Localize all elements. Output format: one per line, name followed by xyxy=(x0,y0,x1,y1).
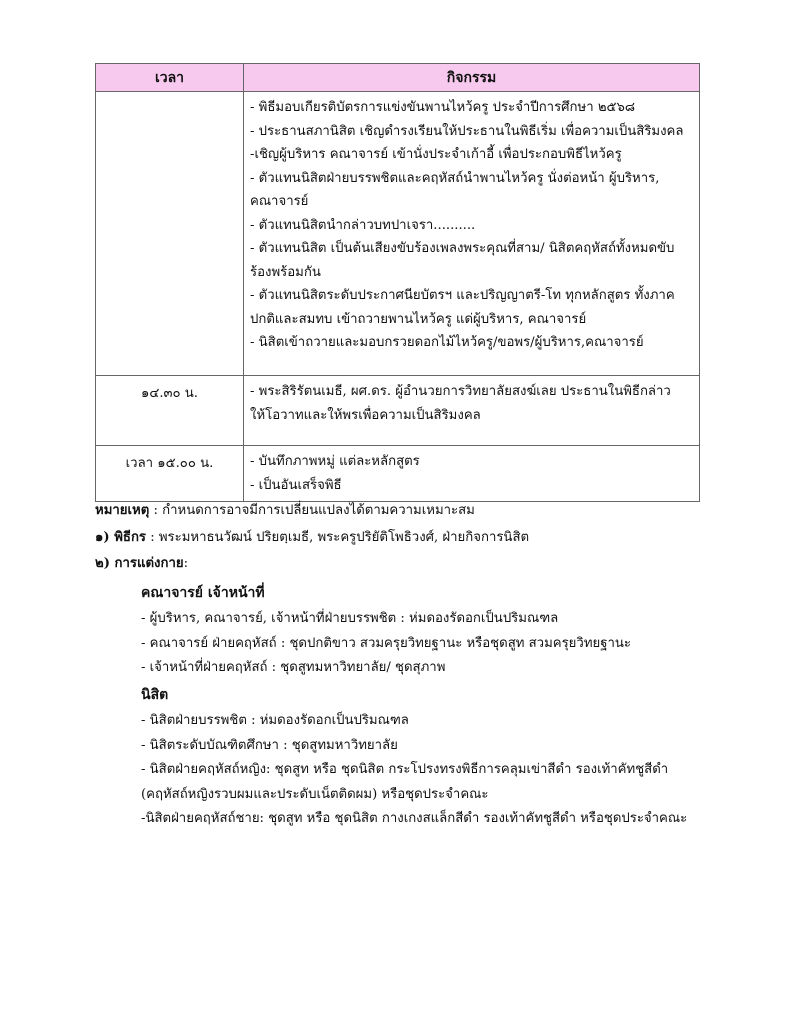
student-item: (คฤหัสถ์หญิงรวบผมและประดับเน็ตติดผม) หรือชุดประจำคณะ xyxy=(141,786,489,802)
activity-line: - ตัวแทนนิสิตนำกล่าวบทปาเจรา.......... xyxy=(250,217,476,233)
table-row xyxy=(96,92,700,376)
activity-line: - ประธานสภานิสิต เชิญดำรงเรียนให้ประธานในพิธีเริ่ม เพื่อความเป็นสิริมงคล xyxy=(250,123,684,139)
staff-heading: คณาจารย์ เจ้าหน้าที่ xyxy=(141,584,265,601)
activity-line: - นิสิตเข้าถวายและมอบกรวยดอกไม้ไหว้ครู/ขอพร/ผู้บริหาร,คณาจารย์ xyxy=(250,335,644,350)
activity-line: - พระสิริรัตนเมธี, ผศ.ดร. ผู้อำนวยการวิทยาลัยสงฆ์เลย ประธานในพิธีกล่าว xyxy=(250,384,671,399)
table-row xyxy=(96,376,700,446)
host-text: : พระมหาธนวัฒน์ ปริยตฺเมธี, พระครูปริยัติโพธิวงศ์, ฝ่ายกิจการนิสิต xyxy=(146,529,530,545)
dress-label: ๒) การแต่งกาย xyxy=(95,556,184,571)
activity-line: ปกติและสมทบ เข้าถวายพานไหว้ครู แด่ผู้บริหาร, คณาจารย์ xyxy=(250,311,587,327)
student-item: - นิสิตฝ่ายคฤหัสถ์หญิง: ชุดสูท หรือ ชุดนิสิต กระโปรงทรงพิธีการคลุมเข่าสีดำ รองเท้าคัทชูสีดำ xyxy=(141,762,669,777)
row-activities xyxy=(244,92,700,376)
table-header-row xyxy=(96,64,700,92)
student-item: - นิสิตระดับบัณฑิตศึกษา : ชุดสูทมหาวิทยาลัย xyxy=(141,737,398,753)
row-time xyxy=(96,92,244,376)
activity-line: - ตัวแทนนิสิต เป็นต้นเสียงขับร้องเพลงพระคุณที่สาม/ นิสิตคฤหัสถ์ทั้งหมดขับ xyxy=(250,241,675,256)
row-time: ๑๔.๓๐ น. xyxy=(96,376,244,446)
remark-line xyxy=(95,499,715,524)
notes-section xyxy=(95,499,715,832)
dress-suffix: : xyxy=(183,556,189,571)
remark-text: : กำหนดการอาจมีการเปลี่ยนแปลงได้ตามความเหมาะสม xyxy=(149,503,475,518)
row-activities xyxy=(244,446,700,502)
header-time: เวลา xyxy=(96,64,244,92)
row-activities xyxy=(244,376,700,446)
activity-line: - เป็นอันเสร็จพิธี xyxy=(250,477,342,493)
activity-line: ให้โอวาทและให้พรเพื่อความเป็นสิริมงคล xyxy=(250,407,481,423)
student-heading: นิสิต xyxy=(141,686,169,703)
remark-label: หมายเหตุ xyxy=(95,503,150,518)
header-activity: กิจกรรม xyxy=(244,64,700,92)
host-label: ๑) พิธีกร xyxy=(95,529,147,545)
activity-line: - บันทึกภาพหมู่ แต่ละหลักสูตร xyxy=(250,454,420,469)
schedule-table xyxy=(95,63,700,502)
activity-line: - ตัวแทนนิสิตฝ่ายบรรพชิตและคฤหัสถ์นำพานไหว้ครู นั่งต่อหน้า ผู้บริหาร, xyxy=(250,170,660,186)
host-line xyxy=(95,526,715,551)
staff-item: - คณาจารย์ ฝ่ายคฤหัสถ์ : ชุดปกติขาว สวมครุยวิทยฐานะ หรือชุดสูท สวมครุยวิทยฐานะ xyxy=(141,635,632,651)
row-time: เวลา ๑๕.๐๐ น. xyxy=(96,446,244,502)
activity-line: -เชิญผู้บริหาร คณาจารย์ เข้านั่งประจำเก้าอี้ เพื่อประกอบพิธีไหว้ครู xyxy=(250,147,622,162)
activity-line: - พิธีมอบเกียรติบัตรการแข่งขันพานไหว้ครู ประจำปีการศึกษา ๒๕๖๘ xyxy=(250,100,636,115)
student-item: -นิสิตฝ่ายคฤหัสถ์ชาย: ชุดสูท หรือ ชุดนิสิต กางเกงสแล็กสีดำ รองเท้าคัทชูสีดำ หรือชุดประจำคณะ xyxy=(141,811,688,826)
activity-line: ร้องพร้อมกัน xyxy=(250,264,321,280)
staff-item: - เจ้าหน้าที่ฝ่ายคฤหัสถ์ : ชุดสูทมหาวิทยาลัย/ ชุดสุภาพ xyxy=(141,660,446,675)
table-row xyxy=(96,446,700,502)
activity-line: - ตัวแทนนิสิตระดับประกาศนียบัตรฯ และปริญญาตรี-โท ทุกหลักสูตร ทั้งภาค xyxy=(250,288,675,303)
activity-line: คณาจารย์ xyxy=(250,194,309,209)
staff-item: - ผู้บริหาร, คณาจารย์, เจ้าหน้าที่ฝ่ายบรรพชิต : ห่มดองรัดอกเป็นปริมณฑล xyxy=(141,611,559,626)
student-item: - นิสิตฝ่ายบรรพชิต : ห่มดองรัดอกเป็นปริมณฑล xyxy=(141,713,409,728)
dress-line xyxy=(95,552,715,577)
